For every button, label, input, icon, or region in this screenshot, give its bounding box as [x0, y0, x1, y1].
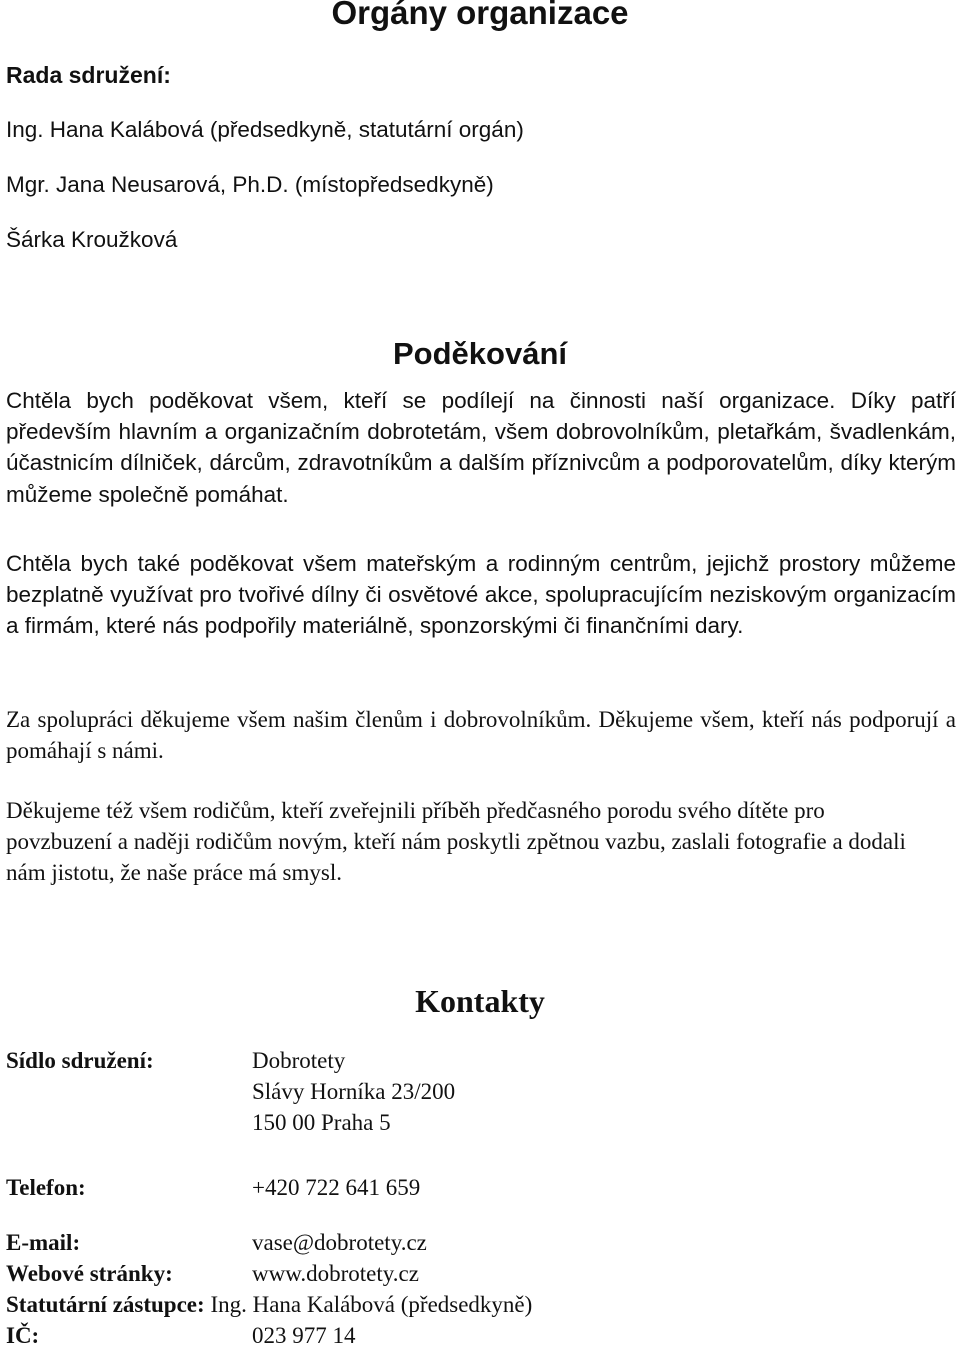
ic-label: IČ:	[6, 1323, 40, 1348]
seat-line-3: 150 00 Praha 5	[252, 1110, 391, 1135]
thanks-paragraph-1: Chtěla bych poděkovat všem, kteří se podílejí na činnosti naší organizace. Díky patří především hlavním a organizačním dobrotetám, všem dobrovolníkům, pletařkám, švadlenkám, účastnicím dílniček, dárcům, zdravotníkům a dalším příznivcům a podporovatelům, díky kterým můžeme společně pomáhat.	[6, 388, 956, 507]
thanks-paragraph-3: Za spolupráci děkujeme všem našim členům i dobrovolníkům. Děkujeme všem, kteří nás podporují a pomáhají s námi.	[6, 707, 956, 764]
thanks-title: Poděkování	[393, 336, 567, 371]
seat-line-2: Slávy Horníka 23/200	[252, 1079, 456, 1104]
statutory-row	[6, 1292, 532, 1318]
statutory-value: Ing. Hana Kalábová (předsedkyně)	[210, 1292, 533, 1317]
email-link[interactable]: vase@dobrotety.cz	[252, 1230, 427, 1255]
statutory-label: Statutární zástupce:	[6, 1292, 205, 1317]
seat-line-1: Dobrotety	[252, 1048, 346, 1073]
ic-value: 023 977 14	[252, 1323, 356, 1348]
phone-label: Telefon:	[6, 1175, 86, 1200]
board-member-3: Šárka Kroužková	[6, 227, 178, 252]
thanks-paragraph-2: Chtěla bych také poděkovat všem mateřským a rodinným centrům, jejichž prostory můžeme bezplatně využívat pro tvořivé dílny či osvětové akce, spolupracujícím neziskovým organizacím a firmám, které nás podpořily materiálně, sponzorskými či finančními dary.	[6, 551, 956, 639]
board-member-1: Ing. Hana Kalábová (předsedkyně, statutární orgán)	[6, 117, 524, 142]
web-label: Webové stránky:	[6, 1261, 173, 1286]
organs-title: Orgány organizace	[331, 0, 629, 31]
contacts-title: Kontakty	[415, 983, 545, 1019]
email-label: E-mail:	[6, 1230, 81, 1255]
web-link[interactable]: www.dobrotety.cz	[252, 1261, 419, 1286]
board-heading: Rada sdružení:	[6, 62, 171, 88]
board-member-2: Mgr. Jana Neusarová, Ph.D. (místopředsedkyně)	[6, 172, 494, 197]
thanks-paragraph-4: Děkujeme též všem rodičům, kteří zveřejnili příběh předčasného porodu svého dítěte pro povzbuzení a naději rodičům novým, kteří nám poskytli zpětnou vazbu, zaslali fotografie a dodali nám jistotu, že naše práce má smysl.	[6, 798, 906, 886]
seat-label: Sídlo sdružení:	[6, 1048, 154, 1073]
phone-value[interactable]: +420 722 641 659	[252, 1175, 421, 1200]
